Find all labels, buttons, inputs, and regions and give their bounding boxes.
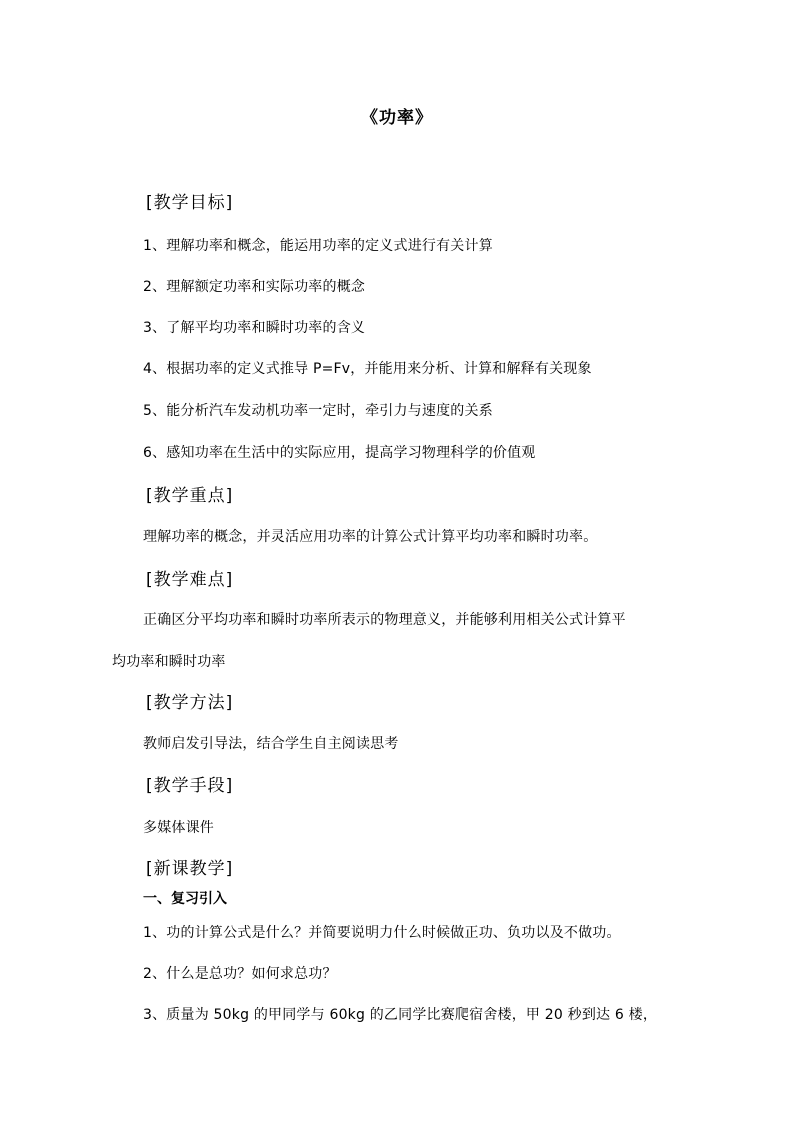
new-lesson-heading: [新课教学] bbox=[146, 859, 234, 879]
review-item-1: 1、功的计算公式是什么？并简要说明力什么时候做正功、负功以及不做功。 bbox=[143, 925, 621, 941]
review-subheading: 一、复习引入 bbox=[143, 891, 227, 907]
methods-heading: [教学方法] bbox=[146, 693, 234, 713]
objectives-heading: [教学目标] bbox=[146, 193, 234, 213]
objective-item-4: 4、根据功率的定义式推导 P=Fv，并能用来分析、计算和解释有关现象 bbox=[143, 361, 592, 377]
difficulties-text-line1: 正确区分平均功率和瞬时功率所表示的物理意义，并能够利用相关公式计算平 bbox=[143, 612, 626, 628]
objective-item-6: 6、感知功率在生活中的实际应用，提高学习物理科学的价值观 bbox=[143, 445, 536, 461]
objective-item-1: 1、理解功率和概念，能运用功率的定义式进行有关计算 bbox=[143, 238, 493, 254]
review-item-3: 3、质量为 50kg 的甲同学与 60kg 的乙同学比赛爬宿舍楼，甲 20 秒到达 6 楼， bbox=[143, 1007, 658, 1023]
means-heading: [教学手段] bbox=[146, 776, 234, 796]
objective-item-5: 5、能分析汽车发动机功率一定时，牵引力与速度的关系 bbox=[143, 403, 493, 419]
key-points-heading: [教学重点] bbox=[146, 486, 234, 506]
objective-item-2: 2、理解额定功率和实际功率的概念 bbox=[143, 279, 366, 295]
difficulties-text-line2: 均功率和瞬时功率 bbox=[112, 654, 226, 670]
page-title: 《功率》 bbox=[361, 108, 433, 128]
key-points-text: 理解功率的概念，并灵活应用功率的计算公式计算平均功率和瞬时功率。 bbox=[143, 529, 598, 545]
difficulties-heading: [教学难点] bbox=[146, 570, 234, 590]
objective-item-3: 3、了解平均功率和瞬时功率的含义 bbox=[143, 320, 366, 336]
methods-text: 教师启发引导法，结合学生自主阅读思考 bbox=[143, 736, 399, 752]
means-text: 多媒体课件 bbox=[143, 820, 214, 836]
review-item-2: 2、什么是总功？如何求总功？ bbox=[143, 966, 337, 982]
